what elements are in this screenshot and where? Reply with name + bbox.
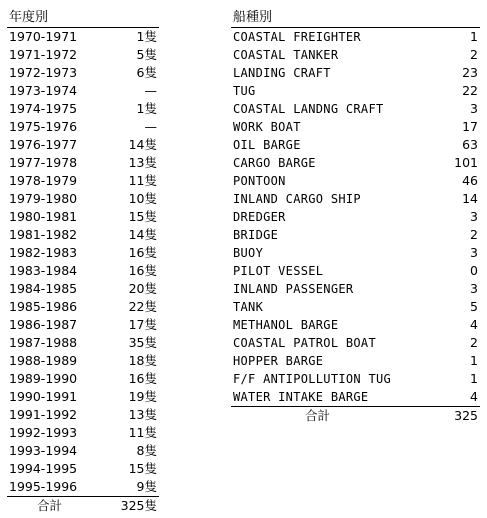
year-row-label: 1979-1980 <box>9 191 78 206</box>
year-row <box>7 100 159 118</box>
year-row-label: 1973-1974 <box>9 83 78 98</box>
ship-type-row-value: 3 <box>470 209 478 224</box>
year-row <box>7 226 159 244</box>
by-ship-type-rows <box>231 28 480 407</box>
ship-type-row-label: CARGO BARGE <box>233 156 316 170</box>
ship-type-row-value: 3 <box>470 101 478 116</box>
year-row-value: 17隻 <box>128 317 157 332</box>
ship-type-row-value: 2 <box>470 335 478 350</box>
ship-type-row-label: WORK BOAT <box>233 120 301 134</box>
ship-type-row-value: 4 <box>470 317 478 332</box>
ship-type-row-value: 101 <box>454 155 478 170</box>
year-row-label: 1990-1991 <box>9 389 78 404</box>
ship-type-row-label: COASTAL FREIGHTER <box>233 30 361 44</box>
year-row-value: 6隻 <box>136 65 157 80</box>
year-row-label: 1983-1984 <box>9 263 78 278</box>
ship-type-row-value: 2 <box>470 227 478 242</box>
ship-type-row <box>231 82 480 100</box>
ship-type-row <box>231 154 480 172</box>
ship-type-row-label: PILOT VESSEL <box>233 264 324 278</box>
year-row-label: 1977-1978 <box>9 155 78 170</box>
ship-type-row-label: COASTAL PATROL BOAT <box>233 336 376 350</box>
by-year-total-row <box>7 497 159 515</box>
ship-type-row-label: INLAND CARGO SHIP <box>233 192 361 206</box>
ship-type-row <box>231 370 480 388</box>
ship-type-row-label: INLAND PASSENGER <box>233 282 354 296</box>
year-row <box>7 172 159 190</box>
ship-type-row-label: OIL BARGE <box>233 138 301 152</box>
ship-type-row <box>231 262 480 280</box>
year-row-value: 13隻 <box>128 155 157 170</box>
year-row-value: 15隻 <box>128 461 157 476</box>
year-row <box>7 262 159 280</box>
year-row-value: 22隻 <box>128 299 157 314</box>
ship-type-row-value: 3 <box>470 281 478 296</box>
year-row-value: 5隻 <box>136 47 157 62</box>
ship-type-row-label: COASTAL LANDNG CRAFT <box>233 102 384 116</box>
by-ship-type-table <box>231 9 480 425</box>
year-row-label: 1972-1973 <box>9 65 78 80</box>
ship-type-row-value: 5 <box>470 299 478 314</box>
year-row-value: 9隻 <box>136 479 157 494</box>
year-row <box>7 82 159 100</box>
ship-type-row-value: 1 <box>470 371 478 386</box>
year-row-label: 1976-1977 <box>9 137 78 152</box>
year-row-label: 1982-1983 <box>9 245 78 260</box>
ship-type-row-value: 63 <box>462 137 478 152</box>
year-row-value: 19隻 <box>128 389 157 404</box>
ship-type-row-label: PONTOON <box>233 174 286 188</box>
year-row-value: 18隻 <box>128 353 157 368</box>
year-row-label: 1975-1976 <box>9 119 78 134</box>
ship-type-row <box>231 46 480 64</box>
year-row <box>7 208 159 226</box>
by-ship-type-total-label: 合計 <box>305 408 331 423</box>
by-year-total-label: 合計 <box>37 498 63 513</box>
ship-type-row-label: HOPPER BARGE <box>233 354 324 368</box>
year-row-label: 1970-1971 <box>9 29 78 44</box>
year-row-value: 14隻 <box>128 137 157 152</box>
year-row <box>7 28 159 46</box>
year-row <box>7 334 159 352</box>
ship-type-row-label: F/F ANTIPOLLUTION TUG <box>233 372 392 386</box>
by-ship-type-header: 船種別 <box>231 9 480 28</box>
year-row-label: 1981-1982 <box>9 227 78 242</box>
by-year-header: 年度別 <box>7 9 159 28</box>
year-row-label: 1994-1995 <box>9 461 78 476</box>
year-row-label: 1971-1972 <box>9 47 78 62</box>
year-row-label: 1991-1992 <box>9 407 78 422</box>
ship-type-row-value: 1 <box>470 353 478 368</box>
by-ship-type-total-row <box>231 407 480 425</box>
year-row-value: 16隻 <box>128 245 157 260</box>
year-row-value: 16隻 <box>128 263 157 278</box>
ship-type-row-label: BUOY <box>233 246 264 260</box>
ship-type-row <box>231 100 480 118</box>
ship-type-row <box>231 298 480 316</box>
year-row-value: 13隻 <box>128 407 157 422</box>
year-row-label: 1986-1987 <box>9 317 78 332</box>
year-row-value: 35隻 <box>128 335 157 350</box>
year-row <box>7 424 159 442</box>
ship-type-row-value: 22 <box>462 83 478 98</box>
year-row-label: 1987-1988 <box>9 335 78 350</box>
year-row-value: 11隻 <box>128 173 157 188</box>
year-row-value: 16隻 <box>128 371 157 386</box>
ship-type-row-value: 14 <box>462 191 478 206</box>
ship-type-row-value: 4 <box>470 389 478 404</box>
year-row-label: 1974-1975 <box>9 101 78 116</box>
ship-type-row <box>231 172 480 190</box>
by-year-rows <box>7 28 159 497</box>
year-row <box>7 190 159 208</box>
ship-type-row <box>231 64 480 82</box>
ship-type-row <box>231 226 480 244</box>
ship-type-row-label: METHANOL BARGE <box>233 318 339 332</box>
by-ship-type-total-value: 325 <box>454 408 478 423</box>
year-row <box>7 352 159 370</box>
ship-type-row-value: 23 <box>462 65 478 80</box>
ship-type-row-value: 2 <box>470 47 478 62</box>
ship-type-row-label: COASTAL TANKER <box>233 48 339 62</box>
ship-type-row-label: LANDING CRAFT <box>233 66 331 80</box>
year-row-label: 1984-1985 <box>9 281 78 296</box>
year-row <box>7 442 159 460</box>
ship-type-row <box>231 244 480 262</box>
year-row-value: 11隻 <box>128 425 157 440</box>
year-row-value: — <box>144 119 157 134</box>
year-row-label: 1988-1989 <box>9 353 78 368</box>
year-row <box>7 136 159 154</box>
year-row <box>7 316 159 334</box>
year-row-value: 8隻 <box>136 443 157 458</box>
ship-type-row-label: TANK <box>233 300 264 314</box>
ship-type-row <box>231 208 480 226</box>
year-row <box>7 370 159 388</box>
ship-type-row <box>231 190 480 208</box>
year-row-value: 14隻 <box>128 227 157 242</box>
year-row <box>7 388 159 406</box>
ship-type-row <box>231 316 480 334</box>
ship-type-row <box>231 118 480 136</box>
year-row-value: 15隻 <box>128 209 157 224</box>
year-row <box>7 460 159 478</box>
ship-type-row-value: 46 <box>462 173 478 188</box>
ship-type-row <box>231 280 480 298</box>
year-row-label: 1985-1986 <box>9 299 78 314</box>
ship-type-row <box>231 352 480 370</box>
ship-type-row-value: 3 <box>470 245 478 260</box>
year-row-value: 10隻 <box>128 191 157 206</box>
ship-type-row-label: BRIDGE <box>233 228 279 242</box>
by-year-total-value: 325隻 <box>120 498 157 513</box>
year-row <box>7 244 159 262</box>
ship-type-row-value: 0 <box>470 263 478 278</box>
year-row <box>7 118 159 136</box>
year-row-label: 1995-1996 <box>9 479 78 494</box>
year-row <box>7 280 159 298</box>
year-row-value: 20隻 <box>128 281 157 296</box>
ship-type-row-label: DREDGER <box>233 210 286 224</box>
ship-type-row <box>231 28 480 46</box>
ship-type-row <box>231 136 480 154</box>
ship-type-row-value: 1 <box>470 29 478 44</box>
ship-type-row <box>231 334 480 352</box>
year-row-label: 1992-1993 <box>9 425 78 440</box>
year-row-value: 1隻 <box>136 29 157 44</box>
ship-type-row-label: WATER INTAKE BARGE <box>233 390 369 404</box>
year-row-label: 1978-1979 <box>9 173 78 188</box>
year-row <box>7 154 159 172</box>
by-year-table <box>7 9 159 515</box>
year-row-label: 1993-1994 <box>9 443 78 458</box>
year-row-label: 1980-1981 <box>9 209 78 224</box>
year-row <box>7 478 159 497</box>
ship-type-row-label: TUG <box>233 84 256 98</box>
year-row <box>7 46 159 64</box>
year-row-label: 1989-1990 <box>9 371 78 386</box>
year-row <box>7 298 159 316</box>
ship-type-row <box>231 388 480 407</box>
year-row <box>7 406 159 424</box>
ship-type-row-value: 17 <box>462 119 478 134</box>
year-row <box>7 64 159 82</box>
year-row-value: — <box>144 83 157 98</box>
year-row-value: 1隻 <box>136 101 157 116</box>
